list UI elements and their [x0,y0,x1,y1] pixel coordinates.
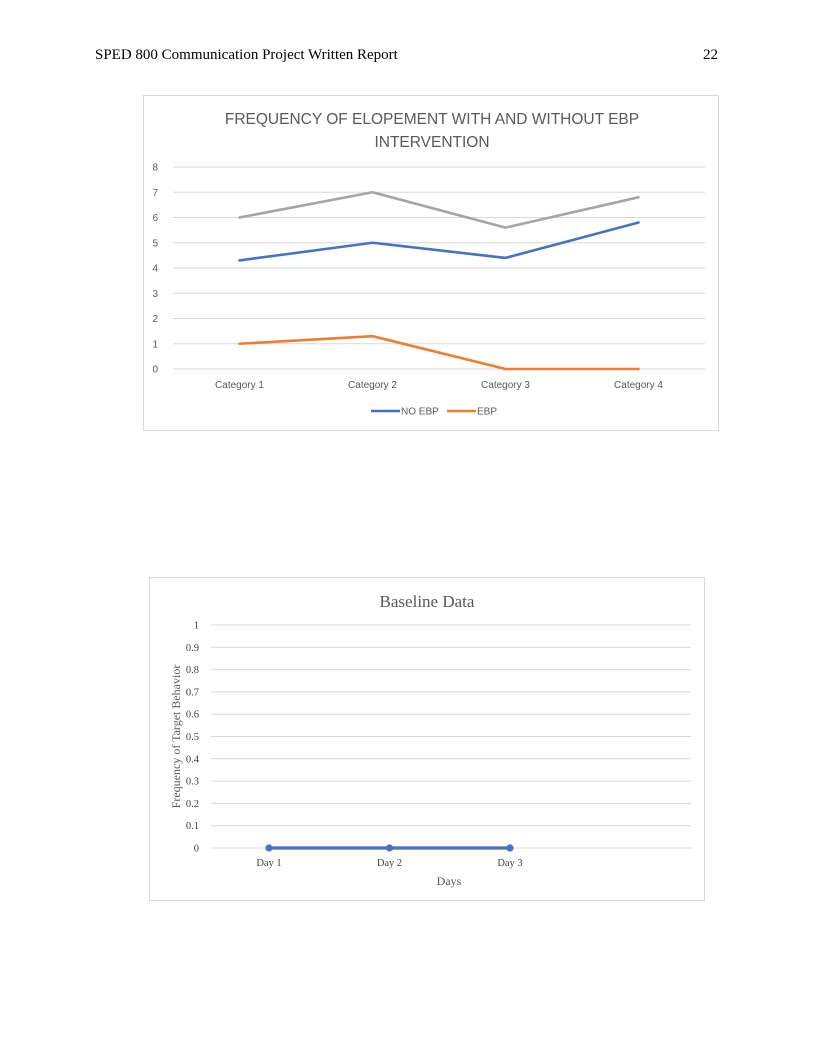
y-tick-label: 2 [152,314,158,325]
series-line-unlabeled [240,192,639,227]
y-tick-label: 5 [152,238,158,250]
series-line-no-ebp [240,223,639,261]
legend-label: EBP [477,406,498,418]
chart-title-line: INTERVENTION [374,134,490,151]
baseline-chart-svg [150,578,706,902]
y-axis-label: Frequency of Target Behavior [169,664,183,809]
y-tick-label: 0 [152,364,158,376]
chart-title-line: FREQUENCY OF ELOPEMENT WITH AND WITHOUT EBP [224,111,640,128]
data-point-marker [506,844,513,851]
y-tick-label: 0 [193,843,199,855]
elopement-chart-svg [144,96,720,432]
y-tick-label: 3 [152,288,158,300]
legend-label: NO EBP [401,406,439,418]
page-number: 22 [703,47,718,63]
x-tick-label: Day 3 [497,858,523,869]
y-tick-label: 0.2 [185,798,199,810]
x-tick-label: Day 2 [376,858,403,869]
x-tick-label: Category 4 [614,380,663,391]
y-tick-label: 7 [152,187,158,199]
chart-title: Baseline Data [379,592,475,611]
y-tick-label: 8 [152,162,158,174]
y-tick-label: 1 [193,620,199,632]
y-tick-label: 0.9 [185,642,199,654]
elopement-frequency-chart [143,95,719,431]
y-tick-label: 6 [152,213,158,224]
y-tick-label: 0.4 [185,754,199,766]
x-tick-label: Category 1 [215,380,264,391]
y-tick-label: 0.7 [185,687,199,699]
y-tick-label: 4 [152,263,158,275]
y-tick-label: 1 [152,339,158,351]
y-tick-label: 0.1 [185,821,199,833]
y-tick-label: 0.5 [185,732,199,743]
x-tick-label: Day 1 [256,858,282,869]
x-tick-label: Category 2 [348,380,397,391]
baseline-data-chart [149,577,705,901]
x-tick-label: Category 3 [481,380,530,391]
x-axis-label: Days [436,874,462,888]
running-header-title: SPED 800 Communication Project Written Report [95,47,398,63]
y-tick-label: 0.3 [185,776,199,788]
y-tick-label: 0.8 [185,665,199,677]
series-line-ebp [240,336,639,369]
data-point-marker [265,844,272,851]
data-point-marker [386,844,393,851]
y-tick-label: 0.6 [185,709,199,721]
